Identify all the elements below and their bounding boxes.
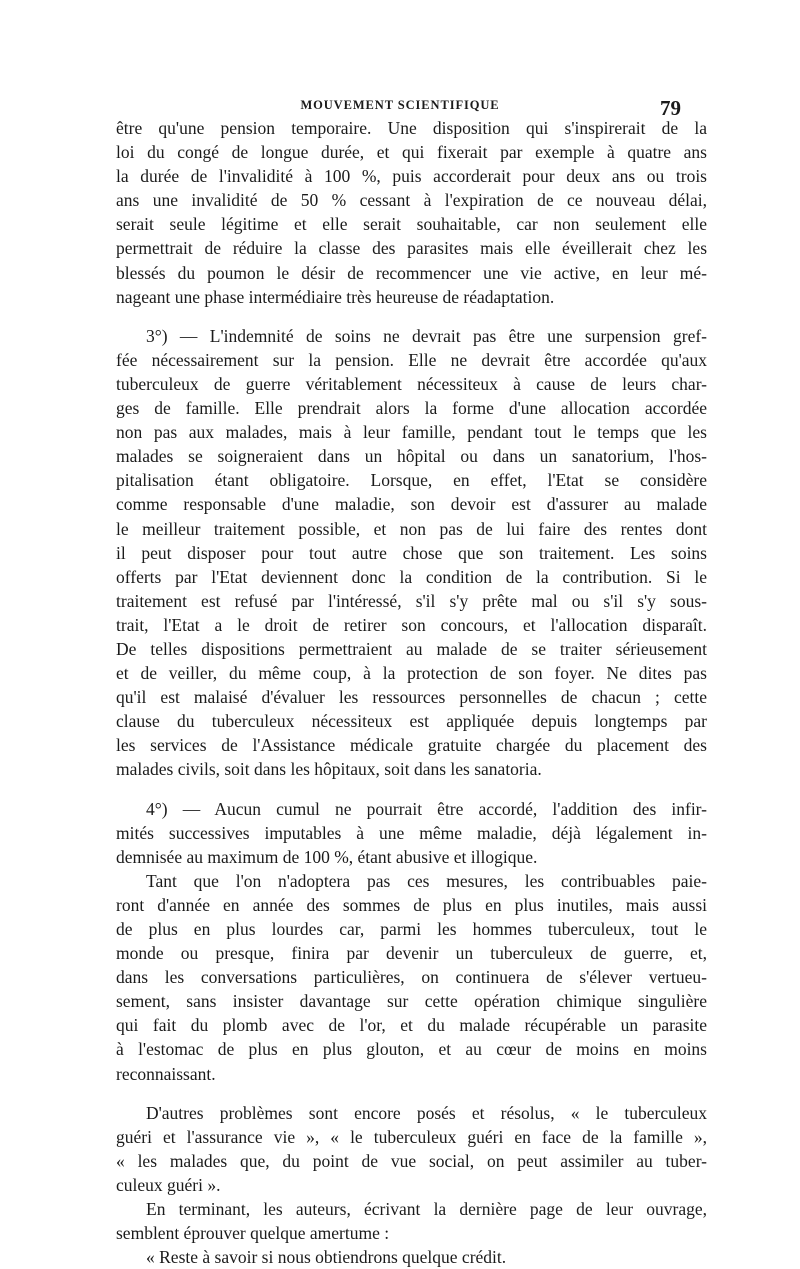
text-line: loi du congé de longue durée, et qui fixerait par exemple à quatre ans [116, 142, 707, 163]
text-line: qu'il est malaisé d'évaluer les ressources personnelles de chacun ; cette [116, 687, 707, 708]
text-line: le meilleur traitement possible, et non pas de lui faire des rentes dont [116, 518, 707, 539]
text-line: traitement est refusé par l'intéressé, s'il s'y prête mal ou s'il s'y sous- [116, 590, 707, 611]
text-line: trait, l'Etat a le droit de retirer son concours, et l'allocation disparaît. [116, 614, 707, 635]
text-line: 3°) — L'indemnité de soins ne devrait pas être une surpension gref- [146, 325, 707, 346]
text-line: à l'estomac de plus en plus glouton, et au cœur de moins en moins [116, 1039, 707, 1060]
paragraph-pension-temporaire [116, 116, 707, 309]
text-line: ront d'année en année des sommes de plus en plus inutiles, mais aussi [116, 894, 707, 915]
text-line: guéri et l'assurance vie », « le tuberculeux guéri en face de la famille », [116, 1126, 707, 1147]
text-line: ans une invalidité de 50 % cessant à l'expiration de ce nouveau délai, [116, 190, 707, 211]
body-text [116, 116, 707, 1269]
paragraph-point-4 [116, 797, 707, 869]
text-line: être qu'une pension temporaire. Une disposition qui s'inspirerait de la [116, 118, 707, 138]
text-line: D'autres problèmes sont encore posés et résolus, « le tuberculeux [146, 1102, 707, 1123]
text-line: permettrait de réduire la classe des parasites mais elle éveillerait chez les [116, 238, 707, 259]
text-line: ges de famille. Elle prendrait alors la forme d'une allocation accordée [116, 398, 707, 419]
text-line: la durée de l'invalidité à 100 %, puis accorderait pour deux ans ou trois [116, 166, 707, 187]
text-line: malades se soigneraient dans un hôpital ou dans un sanatorium, l'hos- [116, 446, 707, 467]
text-line: blessés du poumon le désir de recommencer une vie active, en leur mé- [116, 262, 707, 283]
text-line: 4°) — Aucun cumul ne pourrait être accordé, l'addition des infir- [146, 798, 707, 819]
paragraph-contribuables [116, 869, 707, 1086]
text-line: semblent éprouver quelque amertume : [116, 1223, 390, 1244]
paragraph-en-terminant [116, 1197, 707, 1269]
paragraph-point-3 [116, 324, 707, 782]
text-line: qui fait du plomb avec de l'or, et du malade récupérable un parasite [116, 1015, 707, 1036]
running-title: MOUVEMENT SCIENTIFIQUE [300, 98, 500, 112]
text-line: fée nécessairement sur la pension. Elle ne devrait être accordée qu'aux [116, 349, 707, 370]
text-line: dans les conversations particulières, on continuera de s'élever vertueu- [116, 967, 707, 988]
text-line: offerts par l'Etat deviennent donc la condition de la contribution. Si le [116, 566, 707, 587]
text-line: demnisée au maximum de 100 %, étant abusive et illogique. [116, 846, 538, 867]
paragraph-autres-problemes [116, 1101, 707, 1197]
text-line: comme responsable d'une maladie, son devoir est d'assurer au malade [116, 494, 707, 515]
text-line: En terminant, les auteurs, écrivant la dernière page de leur ouvrage, [146, 1199, 707, 1220]
text-line: « Reste à savoir si nous obtiendrons quelque crédit. [146, 1247, 507, 1268]
text-line: mités successives imputables à une même maladie, déjà légalement in- [116, 822, 707, 843]
text-line: tuberculeux de guerre véritablement nécessiteux à cause de leurs char- [116, 373, 707, 394]
text-line: « les malades que, du point de vue social, on peut assimiler au tuber- [116, 1150, 707, 1171]
text-line: sement, sans insister davantage sur cette opération chimique singulière [116, 991, 707, 1012]
text-line: clause du tuberculeux nécessiteux est appliquée depuis longtemps par [116, 711, 707, 732]
text-line: il peut disposer pour tout autre chose que son traitement. Les soins [116, 542, 707, 563]
text-line: monde ou presque, finira par devenir un tuberculeux de guerre, et, [116, 943, 707, 964]
text-line: culeux guéri ». [116, 1174, 221, 1195]
text-line: et de veiller, du même coup, à la protection de son foyer. Ne dites pas [116, 663, 707, 684]
page-number: 79 [660, 96, 681, 120]
text-line: les services de l'Assistance médicale gratuite chargée du placement des [116, 735, 707, 756]
text-line: pitalisation étant obligatoire. Lorsque, en effet, l'Etat se considère [116, 470, 707, 491]
text-line: malades civils, soit dans les hôpitaux, soit dans les sanatoria. [116, 759, 542, 780]
text-line: nageant une phase intermédiaire très heureuse de réadaptation. [116, 286, 555, 307]
text-line: reconnaissant. [116, 1063, 216, 1084]
text-line: Tant que l'on n'adoptera pas ces mesures, les contribuables paie- [146, 870, 707, 891]
text-line: non pas aux malades, mais à leur famille, pendant tout le temps que les [116, 422, 707, 443]
text-line: De telles dispositions permettraient au malade de se traiter sérieusement [116, 638, 707, 659]
text-line: serait seule légitime et elle serait souhaitable, car non seulement elle [116, 214, 707, 235]
text-line: de plus en plus lourdes car, parmi les hommes tuberculeux, tout le [116, 919, 707, 939]
